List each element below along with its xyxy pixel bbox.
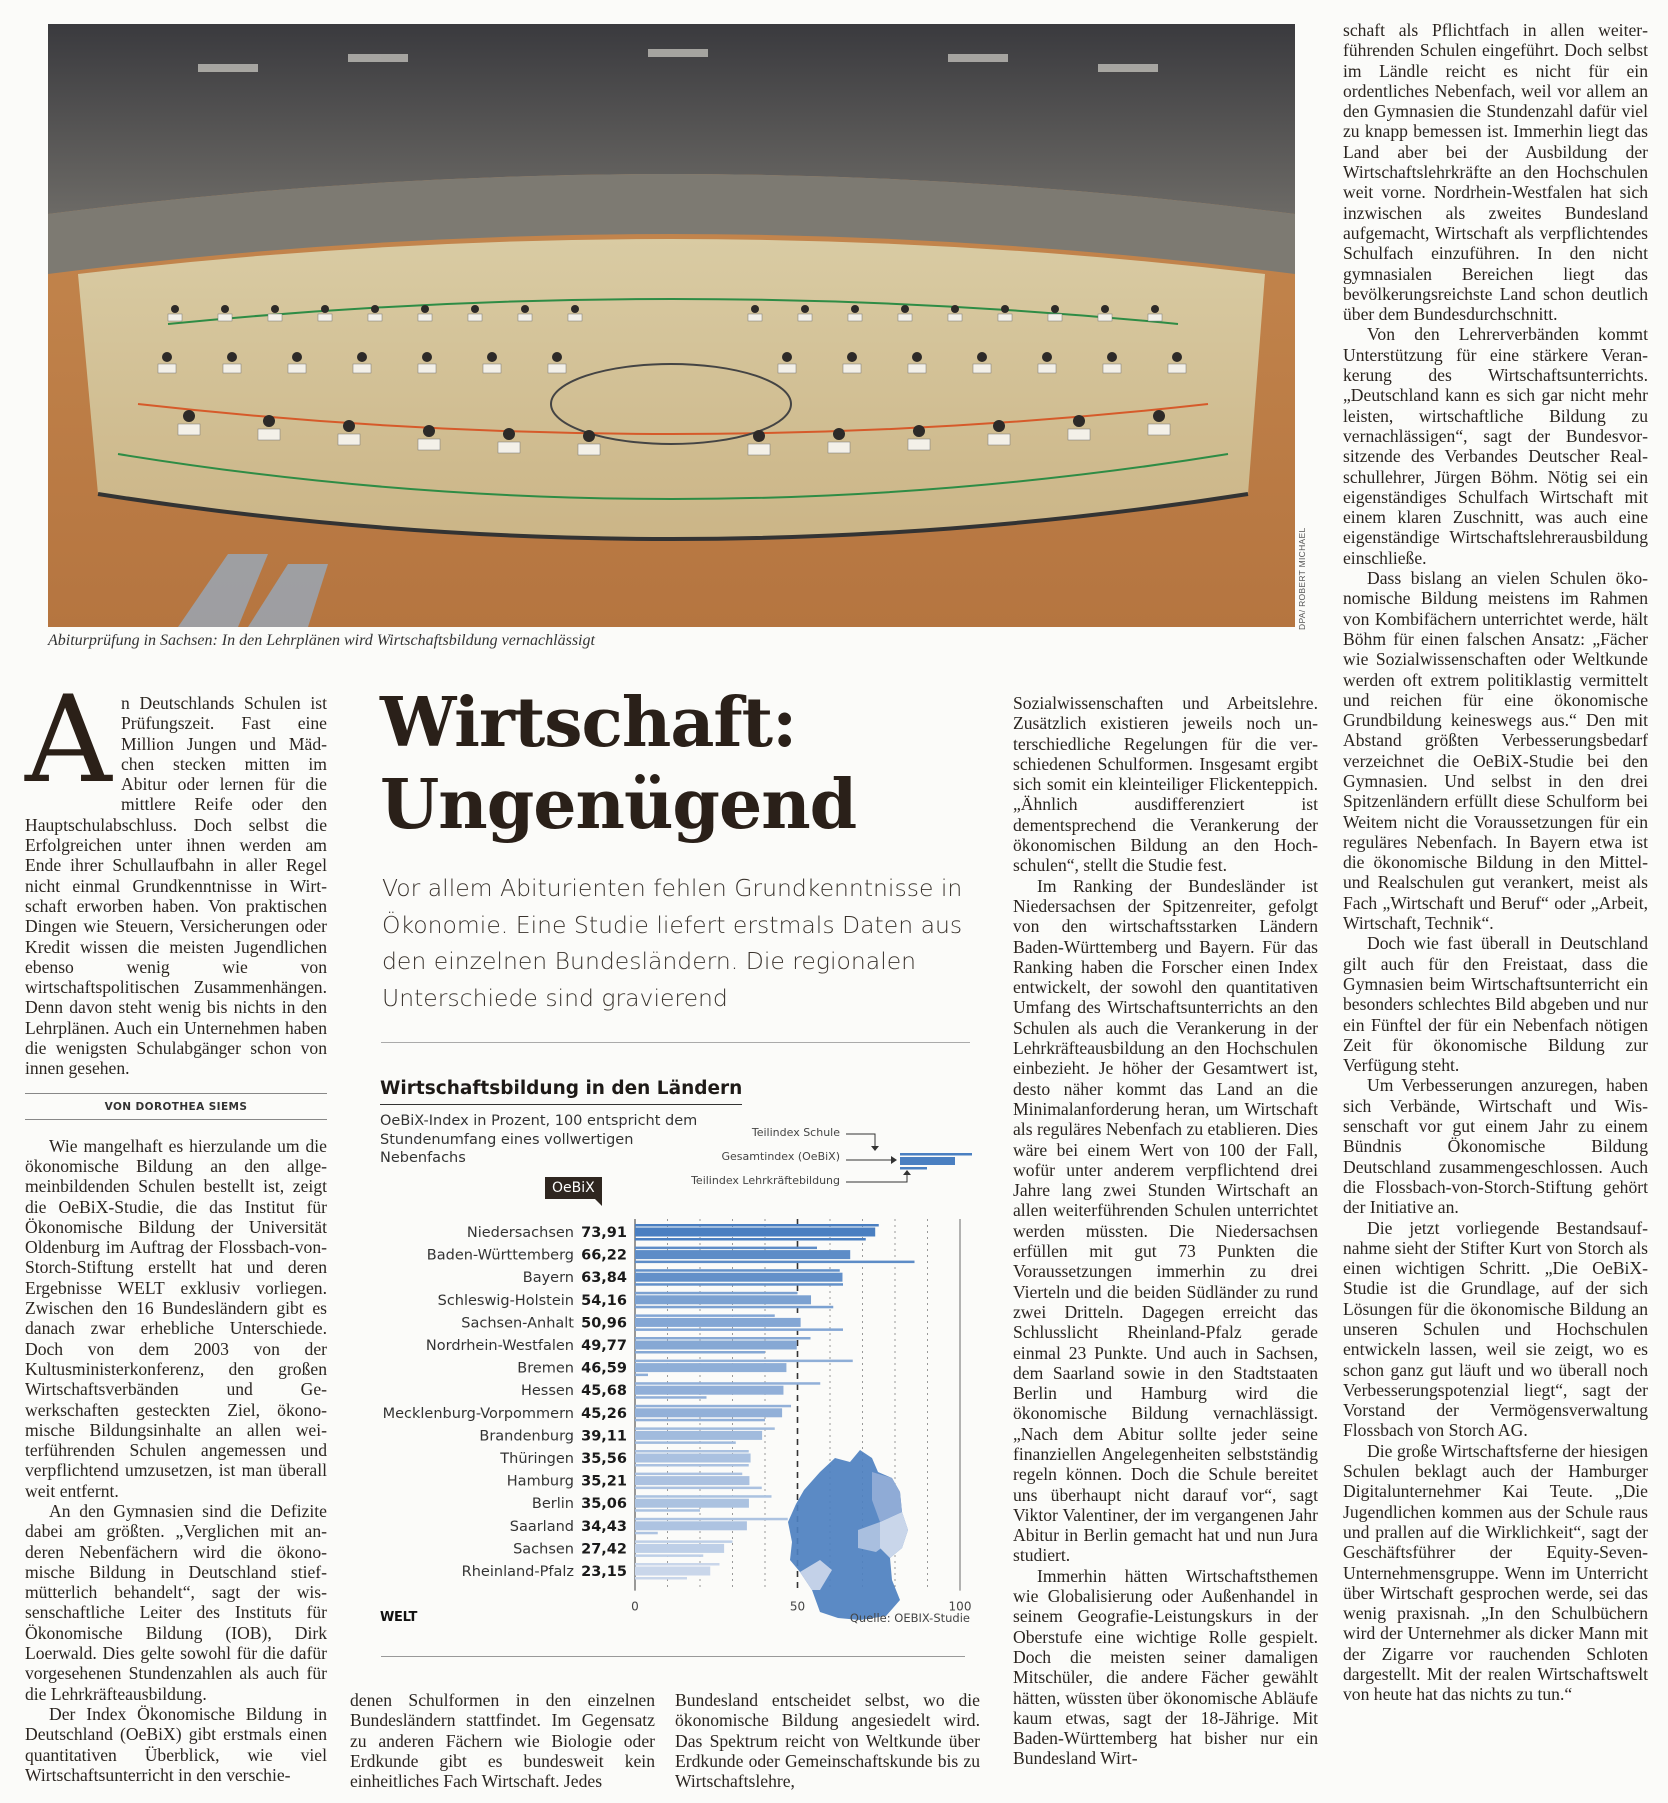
- bar-teilindex-lehrkraefte: [635, 1509, 700, 1512]
- bar-teilindex-schule: [635, 1292, 798, 1295]
- welt-logo: WELT: [380, 1610, 418, 1625]
- bar-teilindex-lehrkraefte: [635, 1351, 765, 1354]
- value-label: 66,22: [581, 1247, 627, 1264]
- value-label: 45,26: [581, 1405, 627, 1422]
- bar-gesamtindex: [635, 1567, 710, 1576]
- bar-gesamtindex: [635, 1454, 751, 1463]
- oebix-tag: OeBiX: [545, 1177, 602, 1199]
- category-label: Thüringen: [500, 1451, 574, 1467]
- drop-cap: A: [25, 671, 112, 810]
- headline: [380, 682, 980, 846]
- category-label: Sachsen: [513, 1541, 574, 1558]
- category-label: Hessen: [520, 1383, 574, 1400]
- bar-teilindex-lehrkraefte: [635, 1396, 707, 1399]
- bar-teilindex-lehrkraefte: [635, 1283, 843, 1286]
- value-label: 35,56: [581, 1451, 627, 1467]
- article-column-4: [1013, 693, 1318, 1769]
- paragraph: Die große Wirtschaftsferne der hiesigen Schulen beklagt auch der Hamburger Digitalunternehmer Kai Teute. „Die Jugendlichen kommen aus der Schule raus und prallen auf die Wirklichkeit“, sagt der Geschäftsführer der Equity-Seven-Unternehmensgruppe. Wenn im Unterricht über Wirtschaft gesprochen werde, sei das wenig praxisnah. „In den Schulbüchern wird der Unternehmer als dicker Mann mit der Zigarre vor rauchenden Schloten dargestellt. Mit der realen Wirtschaftswelt von heute hat das nichts zu tun.“: [1343, 1440, 1648, 1705]
- bar-teilindex-schule: [635, 1360, 853, 1363]
- byline: VON DOROTHEA SIEMS: [25, 1093, 327, 1120]
- category-label: Rheinland-Pfalz: [461, 1564, 574, 1580]
- photo-credit: DPA/ ROBERT MICHAEL: [1297, 527, 1307, 630]
- value-label: 39,11: [581, 1428, 627, 1445]
- column-1-body: [25, 1136, 327, 1786]
- value-label: 27,42: [581, 1541, 627, 1558]
- gymnasium-exam-photo: [48, 24, 1295, 627]
- bar-teilindex-schule: [635, 1563, 720, 1566]
- legend-bar-lehrkraefte: [900, 1167, 927, 1170]
- value-label: 54,16: [581, 1292, 627, 1309]
- bar-teilindex-lehrkraefte: [635, 1441, 736, 1444]
- bar-teilindex-schule: [635, 1247, 817, 1250]
- photo-caption: Abiturprüfung in Sachsen: In den Lehrplänen wird Wirtschaftsbildung vernachlässigt: [48, 632, 595, 649]
- legend-arrow-schule: [846, 1134, 875, 1148]
- paragraph: Im Ranking der Bundesländer ist Niedersachsen der Spitzenreiter, gefolgt von den wirtschaftsstarken Ländern Baden-Württemberg und Bayern. Für das Ranking haben die Forscher einen Index entwickelt, der sowohl den quantitativen Umfang des Wirtschaftsunterrichts an den Schulen als auch die Verankerung in der Lehrkräfteausbildung an den Hochschulen einbezieht. Je höher der Gesamtwert ist, desto näher kommt das Land an die Minimalanforderung heran, um Wirtschaft als reguläres Nebenfach zu etablieren. Dies wäre bei einem Wert von 100 der Fall, wofür unter anderem verpflichtend drei Jahre lang zwei Stunden Wirtschaft an allen weiterführenden Schulen unterrichtet werden müssten. Die Niedersachsen erfüllen mit gut 73 Punkten die Voraussetzungen immerhin zu drei Vierteln und die beiden Südländer zu rund zwei Dritteln. Dagegen erreicht das Schlusslicht Rheinland-Pfalz gerade einmal 23 Punkte. Und auch in Sachsen, dem Saarland sowie in den Stadtstaaten Berlin und Hamburg wird die ökonomische Bildung vernachlässigt. „Nach dem Abitur sollte jeder seine finanziellen Angelegenheiten selbstständig regeln können. Doch die Schule bereitet uns überhaupt nicht darauf vor“, sagt Viktor Valentiner, der im vergangenen Jahr Abitur in Berlin gemacht hat und nun Jura studiert.: [1013, 875, 1318, 1566]
- paragraph: Sozialwissenschaften und Arbeitslehre. Zusätzlich existieren jeweils noch unterschiedliche Regelungen für die verschiedenen Schulformen. Insgesamt ergibt sich somit ein kleinteiliger Flickenteppich. „Ähnlich ausdifferenziert ist dementsprechend die Verankerung der ökonomischen Bildung an den Hochschulen“, stellt die Studie fest.: [1013, 693, 1318, 876]
- x-tick-label: 50: [789, 1599, 806, 1614]
- paragraph: Die jetzt vorliegende Bestandsaufnahme sieht der Stifter Kurt von Storch als einen wichtigen Schritt. „Die OeBiX-Studie ist die Grundlage, auf der sich Lösungen für die ökonomische Bildung an unseren Schulen und Hochschulen entwickeln lassen, weil sie zeigt, wo es schon ganz gut läuft und wo überall noch Verbesserungspotenzial liegt“, sagt der Vorstand der Vermögensverwaltung Flossbach von Storch AG.: [1343, 1217, 1648, 1441]
- chart-plot: [380, 1060, 980, 1650]
- divider: [381, 1656, 965, 1657]
- bar-gesamtindex: [635, 1386, 783, 1395]
- bar-teilindex-schule: [635, 1269, 840, 1272]
- bar-teilindex-schule: [635, 1337, 811, 1340]
- bar-teilindex-lehrkraefte: [635, 1374, 648, 1377]
- category-label: Hamburg: [506, 1473, 574, 1490]
- lead-text: n Deutschlands Schulen ist Prüfungszeit. Fast eine Million Jungen und Mädchen stecken mitten im Abitur oder lernen für die mittlere Reife oder den Hauptschulabschluss. Doch selbst die Erfolgreichen unter ihnen werden am Ende ihrer Schullaufbahn in aller Regel nicht einmal Grundkenntnisse in Wirtschaft erworben haben. Von praktischen Dingen wie Steuern, Versicherungen oder Kredit wissen die meisten Jugendlichen ebenso wenig wie von wirtschaftspolitischen Zusammenhängen. Denn davon steht wenig bis nichts in den Lehrplänen. Auch ein Unternehmen haben die wenigsten Schulabgänger schon von innen gesehen.: [25, 693, 327, 1079]
- category-label: Schleswig-Holstein: [437, 1292, 574, 1309]
- paragraph: Der Index Ökonomische Bildung in Deutschland (OeBiX) gibt erstmals einen quantitativen Überblick, wie viel Wirtschaftsunterricht in den verschie-: [25, 1703, 327, 1785]
- bar-gesamtindex: [635, 1476, 749, 1485]
- article-column-3: [675, 1690, 980, 1791]
- oebix-chart: [380, 1060, 980, 1650]
- bar-gesamtindex: [635, 1273, 842, 1282]
- x-tick-label: 0: [631, 1599, 639, 1614]
- bar-gesamtindex: [635, 1521, 747, 1530]
- legend-total: Gesamtindex (OeBiX): [721, 1150, 840, 1163]
- paragraph: Wie mangelhaft es hierzulande um die ökonomische Bildung an den allgemeinbildenden Schulen bestellt ist, zeigt die OeBiX-Studie, die das Institut für Ökonomische Bildung der Universität Oldenburg im Auftrag der Flossbach-von-Storch-Stiftung erstellt hat und deren Ergebnisse WELT exklusiv vorliegen. Zwischen den 16 Bundesländern gibt es danach zwar erhebliche Unterschiede. Doch von dem 2003 von der Kultusministerkonferenz, den großen Wirtschaftsverbänden und Gewerkschaften gesteckten Ziel, ökonomische Bildungsinhalte an allen weiterführenden Schulen angemessen und verpflichtend umzusetzen, ist man überall weit entfernt.: [25, 1135, 327, 1501]
- bar-teilindex-lehrkraefte: [635, 1554, 703, 1557]
- category-label: Bremen: [517, 1360, 574, 1377]
- category-label: Nordrhein-Westfalen: [425, 1338, 574, 1354]
- value-label: 35,21: [581, 1473, 627, 1490]
- bar-teilindex-lehrkraefte: [635, 1328, 843, 1331]
- bar-teilindex-schule: [635, 1314, 775, 1317]
- bar-teilindex-schule: [635, 1495, 772, 1498]
- chart-source: Quelle: OEBIX-Studie: [849, 1611, 970, 1625]
- x-tick-label: 100: [948, 1599, 972, 1614]
- value-label: 63,84: [581, 1270, 627, 1287]
- category-label: Berlin: [531, 1496, 574, 1513]
- article-photo: [48, 24, 1295, 627]
- chart-subtitle: OeBiX-Index in Prozent, 100 entspricht dem Stundenumfang eines vollwertigen Nebenfachs: [380, 1113, 698, 1166]
- value-label: 50,96: [581, 1315, 627, 1332]
- paragraph: schaft als Pflichtfach in allen weiterführenden Schulen eingeführt. Doch selbst im Ländle reicht es nicht für ein ordentliches Nebenfach, weil vor allem an den Gymnasien die Stundenzahl dafür viel zu knapp bemessen ist. Immerhin liegt das Land aber bei der Ausbildung der Wirtschaftslehrkräfte an den Hochschulen weit vorne. Nordrhein-Westfalen hat sich inzwischen als zweites Bundesland aufgemacht, Wirtschaft als verpflichtendes Schulfach einzuführen. In den nicht gymnasialen Bereichen liegt das bevölkerungsreichste Land schon deutlich über dem Bundesdurchschnitt.: [1343, 20, 1648, 325]
- value-label: 49,77: [581, 1338, 627, 1354]
- value-label: 46,59: [581, 1360, 627, 1377]
- bar-gesamtindex: [635, 1544, 724, 1553]
- bar-gesamtindex: [635, 1408, 782, 1417]
- paragraph: denen Schulformen in den einzelnen Bundesländern stattfindet. Im Gegensatz zu anderen Fächern wie Biologie oder Erdkunde gibt es bundesweit kein einheitliches Fach Wirtschaft. Jedes: [350, 1690, 655, 1792]
- value-label: 73,91: [581, 1225, 627, 1241]
- bar-gesamtindex: [635, 1499, 749, 1508]
- bar-teilindex-lehrkraefte: [635, 1487, 762, 1490]
- value-label: 45,68: [581, 1383, 627, 1400]
- bar-teilindex-lehrkraefte: [635, 1464, 749, 1467]
- category-label: Saarland: [509, 1518, 574, 1535]
- arrow-head-icon: [871, 1146, 879, 1151]
- bar-teilindex-lehrkraefte: [635, 1261, 915, 1264]
- subheadline: Vor allem Abiturienten fehlen Grundkenntnisse in Ökonomie. Eine Studie liefert erstmals Daten aus den einzelnen Bundesländern. Die regionalen Unterschiede sind gravierend: [382, 874, 963, 1012]
- bar-teilindex-schule: [635, 1473, 742, 1476]
- article-column-5: [1343, 20, 1648, 1705]
- value-label: 34,43: [581, 1518, 627, 1535]
- bar-teilindex-schule: [635, 1450, 749, 1453]
- paragraph: Immerhin hätten Wirtschaftsthemen wie Globalisierung oder Außenhandel in seinem Geografie-Leistungskurs in der Oberstufe eine wichtige Rolle gespielt. Doch die meisten seiner damaligen Mitschüler, die andere Fächer gewählt hätten, wüssten über ökonomische Abläufe kaum etwas, sagt der 18-Jährige. Mit Baden-Württemberg hat bisher nur ein Bundesland Wirt-: [1013, 1565, 1318, 1769]
- legend-arrow-lehrkraefte: [846, 1173, 907, 1182]
- bar-gesamtindex: [635, 1431, 762, 1440]
- legend-bar-schule: [900, 1153, 972, 1156]
- bar-teilindex-schule: [635, 1427, 775, 1430]
- bar-teilindex-lehrkraefte: [635, 1238, 866, 1241]
- article-column-1: [25, 671, 327, 1785]
- bar-teilindex-lehrkraefte: [635, 1419, 765, 1422]
- category-label: Mecklenburg-Vorpommern: [382, 1405, 574, 1422]
- paragraph: Doch wie fast überall in Deutschland gilt auch für den Freistaat, dass die Gymnasien beim Wirtschaftsunterricht ein besonders schlechtes Bild abgeben und nur ein Fünftel der für ein Nebenfach nötigen Zeit für ökonomische Bildung zur Verfügung steht.: [1343, 933, 1648, 1076]
- chart-title: Wirtschaftsbildung in den Ländern: [380, 1078, 742, 1105]
- bar-teilindex-schule: [635, 1382, 820, 1385]
- bar-gesamtindex: [635, 1341, 797, 1350]
- paragraph: Dass bislang an vielen Schulen ökonomische Bildung meistens im Rahmen von Kombifächern unterrichtet werde, hält Böhm für einen falschen Ansatz: „Fächer wie Sozialwissenschaften oder Weltkunde werden oft extrem politiklastig vermittelt und reichen für eine ökonomische Grundbildung keineswegs aus.“ Den mit Abstand größten Verbesserungsbedarf verzeichnet die OeBiX-Studie bei den Gymnasien. Und selbst in den drei Spitzenländern erfüllt diese Schulform bei Weitem nicht die Voraussetzungen für ein reguläres Nebenfach. In Bayern etwa ist die ökonomische Bildung in den Mittel- und Realschulen gut verankert, meist als Fach „Wirtschaft und Beruf“ oder „Arbeit, Wirtschaft, Technik“.: [1343, 568, 1648, 934]
- bar-teilindex-lehrkraefte: [635, 1306, 833, 1309]
- paragraph: Von den Lehrerverbänden kommt Unterstützung für eine stärkere Verankerung des Wirtschaftsunterrichts. „Deutschland kann es sich gar nicht mehr leisten, wirtschaftliche Bildung zu vernachlässigen“, sagt der Bundesvorsitzende des Verbandes Deutscher Realschullehrer, Jürgen Böhm. Nötig sei ein eigenständiges Schulfach Wirtschaft mit einem klaren Zuschnitt, was auch eine eigenständige Wirtschaftslehrerausbildung einschließe.: [1343, 324, 1648, 568]
- bar-gesamtindex: [635, 1295, 811, 1304]
- lead-paragraph: [25, 671, 327, 1079]
- value-label: 23,15: [581, 1564, 627, 1580]
- article-column-2: [350, 1690, 655, 1791]
- bar-gesamtindex: [635, 1228, 875, 1237]
- category-label: Baden-Württemberg: [426, 1247, 574, 1264]
- bar-teilindex-lehrkraefte: [635, 1532, 658, 1535]
- arrow-head-icon: [891, 1156, 897, 1164]
- legend-teacher: Teilindex Lehrkräftebildung: [691, 1174, 840, 1187]
- bar-teilindex-schule: [635, 1224, 879, 1227]
- category-label: Brandenburg: [479, 1428, 574, 1445]
- bar-teilindex-schule: [635, 1518, 788, 1521]
- paragraph: Bundesland entscheidet selbst, wo die ökonomische Bildung angesiedelt wird. Das Spektrum reicht von Weltkunde über Erdkunde oder Gemeinschaftskunde bis zu Wirtschaftslehre,: [675, 1690, 980, 1792]
- bar-teilindex-lehrkraefte: [635, 1577, 687, 1580]
- value-label: 35,06: [581, 1496, 627, 1513]
- bar-teilindex-schule: [635, 1540, 733, 1543]
- bar-gesamtindex: [635, 1363, 786, 1372]
- category-label: Bayern: [522, 1270, 574, 1287]
- paragraph: An den Gymnasien sind die Defizite dabei am größten. „Verglichen mit anderen Nebenfächern wird die ökonomische Bildung in Deutschland stiefmütterlich behandelt“, sagt der wissenschaftliche Leiter des Instituts für Ökonomische Bildung (IOB), Dirk Loerwald. Dies gelte sowohl für die dafür vorgesehenen Stundenzahlen als auch für die Lehrkräfteausbildung.: [25, 1500, 327, 1704]
- arrow-head-icon: [903, 1170, 911, 1175]
- legend-school: Teilindex Schule: [751, 1126, 840, 1139]
- bar-gesamtindex: [635, 1318, 801, 1327]
- divider: [381, 1042, 970, 1043]
- bar-gesamtindex: [635, 1250, 850, 1259]
- paragraph: Um Verbesserungen anzuregen, haben sich Verbände, Wirtschaft und Wissenschaft vor gut einem Jahr zu einem Bündnis Ökonomische Bildung Deutschland zusammengeschlossen. Auch die Flossbach-von-Storch-Stiftung gehört der Initiative an.: [1343, 1075, 1648, 1218]
- category-label: Sachsen-Anhalt: [461, 1315, 574, 1332]
- headline-line-1: Wirtschaft:: [380, 683, 797, 763]
- category-label: Niedersachsen: [466, 1225, 574, 1241]
- bar-teilindex-schule: [635, 1405, 791, 1408]
- legend-bar-gesamt: [900, 1157, 955, 1165]
- headline-line-2: Ungenügend: [380, 765, 857, 845]
